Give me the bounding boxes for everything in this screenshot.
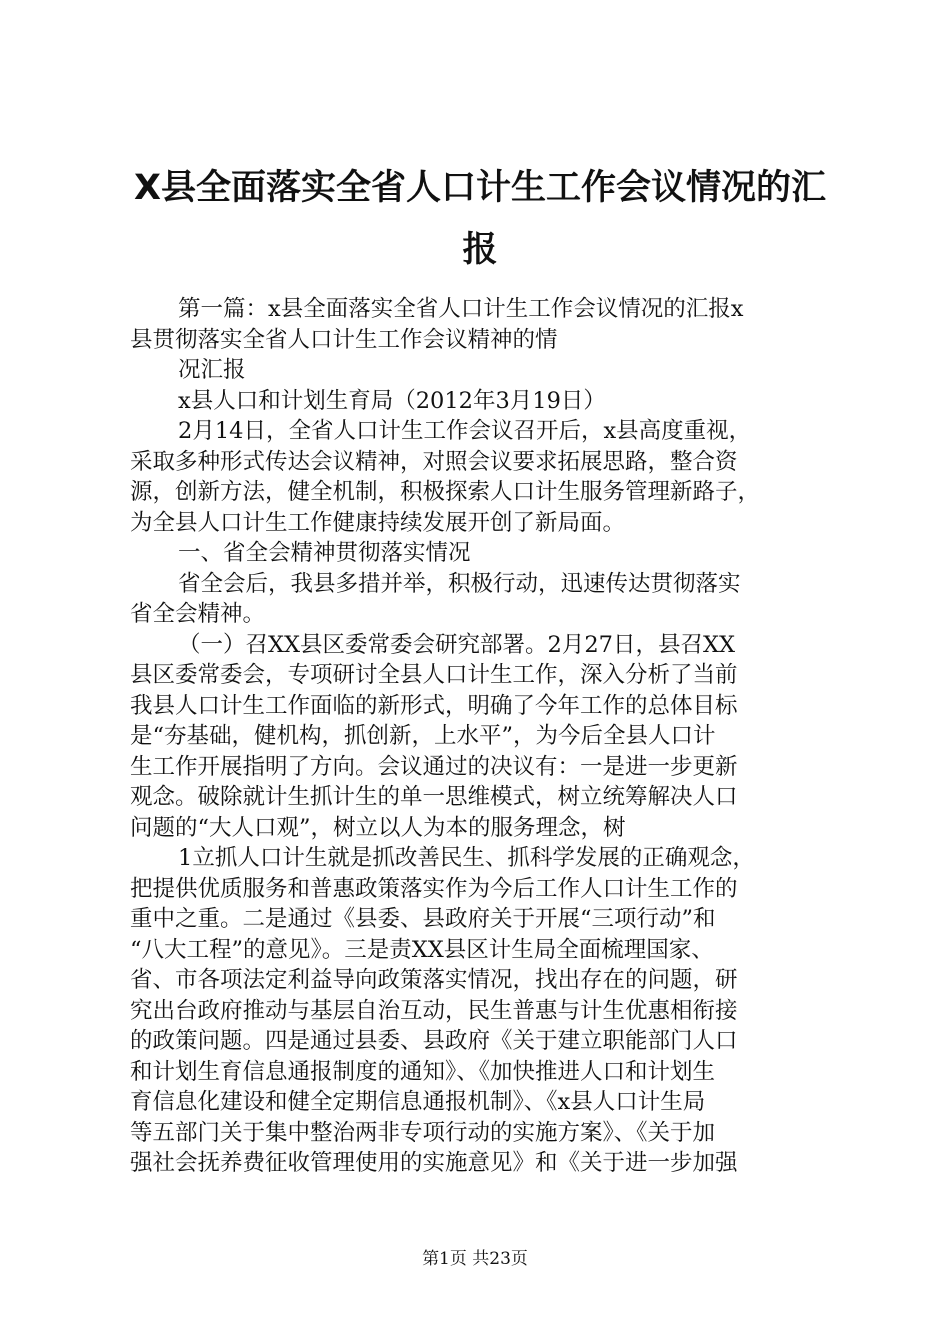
body-text-line: 省全会后，我县多措并举，积极行动，迅速传达贯彻落实 xyxy=(178,570,741,597)
body-text-line: 况汇报 xyxy=(178,357,246,383)
body-text-line: “八大工程”的意见》。三是责XX县区计生局全面梳理国家、 xyxy=(130,936,714,963)
body-text-line: 究出台政府推动与基层自治互动，民生普惠与计生优惠相衔接 xyxy=(130,997,738,1024)
document-body xyxy=(130,294,850,1179)
body-text-line: 育信息化建设和健全定期信息通报机制》、《x县人口计生局 xyxy=(130,1089,706,1115)
body-text-line: 问题的“大人口观”，树立以人为本的服务理念，树 xyxy=(130,814,626,841)
body-text-line: 和计划生育信息通报制度的通知》、《加快推进人口和计划生 xyxy=(130,1058,716,1085)
body-text-line: 强社会抚养费征收管理使用的实施意见》和《关于进一步加强 xyxy=(130,1150,738,1176)
document-title-line-2: 报 xyxy=(462,230,498,270)
body-text-line: 1立抓人口计生就是抓改善民生、抓科学发展的正确观念， xyxy=(178,845,755,871)
document-title-line-1: X县全面落实全省人口计生工作会议情况的汇 xyxy=(134,168,826,208)
body-text-line: 县贯彻落实全省人口计生工作会议精神的情 xyxy=(130,326,558,353)
body-text-line: 是“夯基础，健机构，抓创新，上水平”，为今后全县人口计 xyxy=(130,723,716,749)
body-text-line: x县人口和计划生育局（2012年3月19日） xyxy=(178,387,606,414)
body-text-line: 的政策问题。四是通过县委、县政府《关于建立职能部门人口 xyxy=(130,1028,738,1054)
body-text-line: （一）召XX县区委常委会研究部署。2月27日，县召XX xyxy=(178,631,736,658)
body-text-line: 我县人口计生工作面临的新形式，明确了今年工作的总体目标 xyxy=(130,692,738,719)
body-text-line: 等五部门关于集中整治两非专项行动的实施方案》、《关于加 xyxy=(130,1119,716,1146)
body-text-line: 采取多种形式传达会议精神，对照会议要求拓展思路，整合资 xyxy=(130,448,738,475)
body-text-line: 第一篇：x县全面落实全省人口计生工作会议情况的汇报x xyxy=(178,296,744,322)
body-text-line: 省全会精神。 xyxy=(130,601,266,627)
body-text-line: 县区委常委会，专项研讨全县人口计生工作，深入分析了当前 xyxy=(130,662,738,688)
body-text-line: 省、市各项法定利益导向政策落实情况，找出存在的问题，研 xyxy=(130,967,738,993)
page-footer: 第1页 共23页 xyxy=(422,1249,528,1269)
body-text-line: 观念。破除就计生抓计生的单一思维模式，树立统筹解决人口 xyxy=(130,784,738,810)
body-text-line: 生工作开展指明了方向。会议通过的决议有：一是进一步更新 xyxy=(130,753,738,780)
body-text-line: 为全县人口计生工作健康持续发展开创了新局面。 xyxy=(130,509,626,536)
body-text-line: 源，创新方法，健全机制，积极探索人口计生服务管理新路子， xyxy=(130,479,761,505)
body-text-line: 把提供优质服务和普惠政策落实作为今后工作人口计生工作的 xyxy=(130,875,738,902)
body-text-line: 重中之重。二是通过《县委、县政府关于开展“三项行动”和 xyxy=(130,906,716,932)
body-text-line: 2月14日，全省人口计生工作会议召开后，x县高度重视， xyxy=(178,418,752,444)
body-text-line: 一、省全会精神贯彻落实情况 xyxy=(178,540,471,566)
